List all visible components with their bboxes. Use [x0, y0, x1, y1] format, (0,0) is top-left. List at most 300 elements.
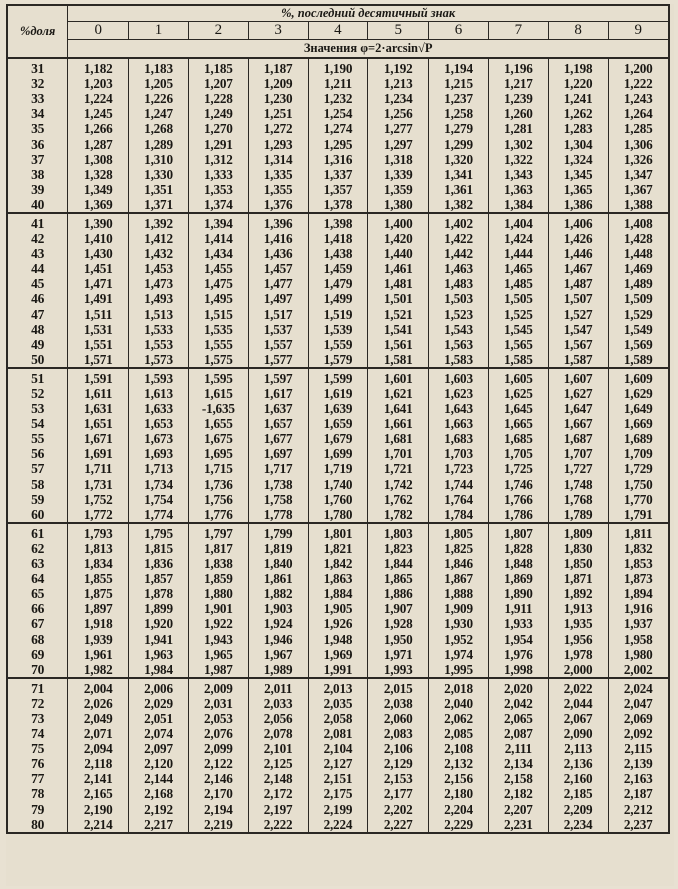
- table-row: [7, 786, 669, 801]
- value-cell: 1,643: [429, 401, 489, 416]
- value-cell: 1,465: [488, 261, 548, 276]
- table-row: [7, 431, 669, 446]
- value-cell: 2,182: [488, 786, 548, 801]
- value-cell: 2,122: [188, 756, 248, 771]
- percent-cell: 63: [7, 556, 68, 571]
- value-cell: 1,308: [68, 152, 129, 167]
- table-row: [7, 616, 669, 631]
- value-cell: 1,736: [188, 477, 248, 492]
- value-cell: 1,821: [308, 541, 368, 556]
- value-cell: 1,941: [129, 631, 189, 646]
- value-cell: 1,631: [68, 401, 129, 416]
- percent-cell: 80: [7, 817, 68, 833]
- value-cell: 1,930: [429, 616, 489, 631]
- value-cell: 1,918: [68, 616, 129, 631]
- value-cell: 2,153: [368, 771, 429, 786]
- value-cell: 1,537: [248, 322, 308, 337]
- percent-cell: 75: [7, 741, 68, 756]
- value-cell: 2,120: [129, 756, 189, 771]
- value-cell: 2,177: [368, 786, 429, 801]
- table-row: [7, 477, 669, 492]
- value-cell: 1,823: [368, 541, 429, 556]
- value-cell: 1,935: [548, 616, 608, 631]
- value-cell: 1,369: [68, 197, 129, 213]
- value-cell: 1,339: [368, 167, 429, 182]
- percent-cell: 74: [7, 726, 68, 741]
- value-cell: 1,251: [248, 106, 308, 121]
- value-cell: 1,651: [68, 416, 129, 431]
- value-cell: 2,047: [608, 696, 669, 711]
- table-row: [7, 586, 669, 601]
- value-cell: 1,432: [129, 246, 189, 261]
- value-cell: 1,420: [368, 231, 429, 246]
- value-cell: 2,146: [188, 771, 248, 786]
- value-cell: 2,194: [188, 802, 248, 817]
- value-cell: 1,349: [68, 182, 129, 197]
- percent-cell: 51: [7, 368, 68, 386]
- value-cell: 1,840: [248, 556, 308, 571]
- value-cell: 1,721: [368, 461, 429, 476]
- table-row: [7, 711, 669, 726]
- value-cell: 2,158: [488, 771, 548, 786]
- value-cell: 1,901: [188, 601, 248, 616]
- value-cell: 1,764: [429, 492, 489, 507]
- percent-cell: 62: [7, 541, 68, 556]
- value-cell: 2,018: [429, 678, 489, 696]
- table-row: [7, 416, 669, 431]
- value-cell: 1,515: [188, 307, 248, 322]
- value-cell: 1,549: [608, 322, 669, 337]
- value-cell: 1,956: [548, 631, 608, 646]
- table-header: [7, 5, 669, 58]
- percent-cell: 37: [7, 152, 68, 167]
- value-cell: 2,207: [488, 802, 548, 817]
- value-cell: 1,750: [608, 477, 669, 492]
- value-cell: 2,187: [608, 786, 669, 801]
- value-cell: 1,440: [368, 246, 429, 261]
- value-cell: 1,497: [248, 291, 308, 306]
- value-cell: 1,995: [429, 662, 489, 678]
- percent-cell: 35: [7, 121, 68, 136]
- value-cell: 1,669: [608, 416, 669, 431]
- value-cell: 1,207: [188, 76, 248, 91]
- value-cell: 1,382: [429, 197, 489, 213]
- value-cell: 1,869: [488, 571, 548, 586]
- value-cell: 1,485: [488, 276, 548, 291]
- value-cell: 1,418: [308, 231, 368, 246]
- value-cell: 1,780: [308, 507, 368, 523]
- value-cell: 1,183: [129, 58, 189, 76]
- percent-cell: 78: [7, 786, 68, 801]
- value-cell: 1,581: [368, 352, 429, 368]
- value-cell: 1,958: [608, 631, 669, 646]
- value-cell: 1,697: [248, 446, 308, 461]
- value-cell: 2,172: [248, 786, 308, 801]
- value-cell: 1,621: [368, 386, 429, 401]
- value-cell: 1,529: [608, 307, 669, 322]
- value-cell: 1,555: [188, 337, 248, 352]
- value-cell: 2,132: [429, 756, 489, 771]
- percent-cell: 38: [7, 167, 68, 182]
- value-cell: 1,577: [248, 352, 308, 368]
- value-cell: 1,799: [248, 523, 308, 541]
- value-cell: 1,469: [608, 261, 669, 276]
- value-cell: 1,517: [248, 307, 308, 322]
- value-cell: 1,791: [608, 507, 669, 523]
- value-cell: 1,963: [129, 647, 189, 662]
- value-cell: 1,813: [68, 541, 129, 556]
- value-cell: 1,384: [488, 197, 548, 213]
- percent-cell: 79: [7, 802, 68, 817]
- value-cell: 1,571: [68, 352, 129, 368]
- value-cell: 2,209: [548, 802, 608, 817]
- value-cell: 2,106: [368, 741, 429, 756]
- value-cell: 1,609: [608, 368, 669, 386]
- value-cell: 1,748: [548, 477, 608, 492]
- value-cell: 1,228: [188, 91, 248, 106]
- value-cell: 1,467: [548, 261, 608, 276]
- value-cell: 1,196: [488, 58, 548, 76]
- value-cell: 1,911: [488, 601, 548, 616]
- value-cell: 1,613: [129, 386, 189, 401]
- table-row: [7, 386, 669, 401]
- arcsine-table: [6, 4, 670, 834]
- digit-header-6: 6: [429, 22, 489, 40]
- value-cell: 1,633: [129, 401, 189, 416]
- value-cell: 2,175: [308, 786, 368, 801]
- value-cell: 1,220: [548, 76, 608, 91]
- value-cell: 1,230: [248, 91, 308, 106]
- percent-cell: 41: [7, 213, 68, 231]
- value-cell: 1,293: [248, 136, 308, 151]
- value-cell: 1,573: [129, 352, 189, 368]
- percent-cell: 70: [7, 662, 68, 678]
- table-row: [7, 322, 669, 337]
- value-cell: 1,980: [608, 647, 669, 662]
- value-cell: 1,886: [368, 586, 429, 601]
- value-cell: 1,853: [608, 556, 669, 571]
- value-cell: 1,416: [248, 231, 308, 246]
- value-cell: 1,809: [548, 523, 608, 541]
- value-cell: 2,026: [68, 696, 129, 711]
- value-cell: 2,083: [368, 726, 429, 741]
- value-cell: 1,599: [308, 368, 368, 386]
- value-cell: 1,509: [608, 291, 669, 306]
- value-cell: 1,815: [129, 541, 189, 556]
- value-cell: 1,353: [188, 182, 248, 197]
- value-cell: 1,260: [488, 106, 548, 121]
- value-cell: 1,725: [488, 461, 548, 476]
- value-cell: 1,884: [308, 586, 368, 601]
- value-cell: 1,952: [429, 631, 489, 646]
- value-cell: 1,639: [308, 401, 368, 416]
- value-cell: 1,969: [308, 647, 368, 662]
- value-cell: 1,205: [129, 76, 189, 91]
- table-row: [7, 76, 669, 91]
- value-cell: 2,125: [248, 756, 308, 771]
- table-row: [7, 401, 669, 416]
- table-row: [7, 307, 669, 322]
- value-cell: 1,679: [308, 431, 368, 446]
- value-cell: 2,033: [248, 696, 308, 711]
- value-cell: 1,495: [188, 291, 248, 306]
- value-cell: 1,667: [548, 416, 608, 431]
- value-cell: 1,483: [429, 276, 489, 291]
- value-cell: 1,948: [308, 631, 368, 646]
- value-cell: 1,703: [429, 446, 489, 461]
- value-cell: 2,141: [68, 771, 129, 786]
- value-cell: 1,312: [188, 152, 248, 167]
- value-cell: 1,291: [188, 136, 248, 151]
- value-cell: 1,254: [308, 106, 368, 121]
- value-cell: 1,359: [368, 182, 429, 197]
- value-cell: 1,984: [129, 662, 189, 678]
- value-cell: 1,400: [368, 213, 429, 231]
- table-row: [7, 556, 669, 571]
- value-cell: 1,481: [368, 276, 429, 291]
- value-cell: 1,361: [429, 182, 489, 197]
- value-cell: 2,006: [129, 678, 189, 696]
- value-cell: 2,237: [608, 817, 669, 833]
- value-cell: 1,760: [308, 492, 368, 507]
- value-cell: 2,087: [488, 726, 548, 741]
- value-cell: 2,020: [488, 678, 548, 696]
- value-cell: 1,734: [129, 477, 189, 492]
- value-cell: 2,053: [188, 711, 248, 726]
- value-cell: 1,801: [308, 523, 368, 541]
- value-cell: 1,513: [129, 307, 189, 322]
- value-cell: 1,446: [548, 246, 608, 261]
- value-cell: 1,567: [548, 337, 608, 352]
- value-cell: 1,217: [488, 76, 548, 91]
- value-cell: 1,343: [488, 167, 548, 182]
- value-cell: 1,318: [368, 152, 429, 167]
- value-cell: 1,789: [548, 507, 608, 523]
- value-cell: 2,074: [129, 726, 189, 741]
- value-cell: 1,846: [429, 556, 489, 571]
- value-cell: 1,685: [488, 431, 548, 446]
- value-cell: 1,857: [129, 571, 189, 586]
- value-cell: 1,920: [129, 616, 189, 631]
- value-cell: 1,899: [129, 601, 189, 616]
- value-cell: 1,412: [129, 231, 189, 246]
- value-cell: 1,503: [429, 291, 489, 306]
- percent-cell: 43: [7, 246, 68, 261]
- value-cell: 2,065: [488, 711, 548, 726]
- value-cell: 1,693: [129, 446, 189, 461]
- value-cell: 1,587: [548, 352, 608, 368]
- value-cell: 1,396: [248, 213, 308, 231]
- value-cell: 2,165: [68, 786, 129, 801]
- value-cell: 2,197: [248, 802, 308, 817]
- value-cell: 1,322: [488, 152, 548, 167]
- value-cell: 1,457: [248, 261, 308, 276]
- value-cell: 1,671: [68, 431, 129, 446]
- value-cell: 1,226: [129, 91, 189, 106]
- value-cell: 1,699: [308, 446, 368, 461]
- value-cell: 2,219: [188, 817, 248, 833]
- value-cell: 2,085: [429, 726, 489, 741]
- value-cell: 2,035: [308, 696, 368, 711]
- value-cell: 1,629: [608, 386, 669, 401]
- value-cell: 1,811: [608, 523, 669, 541]
- value-cell: 1,563: [429, 337, 489, 352]
- value-cell: 1,243: [608, 91, 669, 106]
- value-cell: 1,585: [488, 352, 548, 368]
- percent-cell: 60: [7, 507, 68, 523]
- value-cell: 2,136: [548, 756, 608, 771]
- value-cell: 1,461: [368, 261, 429, 276]
- percent-cell: 49: [7, 337, 68, 352]
- value-cell: 1,828: [488, 541, 548, 556]
- digit-header-3: 3: [248, 22, 308, 40]
- value-cell: 2,067: [548, 711, 608, 726]
- value-cell: 1,937: [608, 616, 669, 631]
- percent-cell: 33: [7, 91, 68, 106]
- value-cell: 1,398: [308, 213, 368, 231]
- value-cell: 1,867: [429, 571, 489, 586]
- percent-cell: 54: [7, 416, 68, 431]
- value-cell: 1,987: [188, 662, 248, 678]
- value-cell: 2,049: [68, 711, 129, 726]
- table-row: [7, 696, 669, 711]
- value-cell: 1,234: [368, 91, 429, 106]
- value-cell: 2,139: [608, 756, 669, 771]
- value-cell: 1,905: [308, 601, 368, 616]
- value-cell: 1,746: [488, 477, 548, 492]
- value-cell: 2,160: [548, 771, 608, 786]
- value-cell: 1,993: [368, 662, 429, 678]
- value-cell: 1,715: [188, 461, 248, 476]
- value-cell: 1,410: [68, 231, 129, 246]
- value-cell: 1,277: [368, 121, 429, 136]
- percent-cell: 46: [7, 291, 68, 306]
- table-body: [7, 58, 669, 833]
- table-row: [7, 756, 669, 771]
- value-cell: 1,430: [68, 246, 129, 261]
- value-cell: 1,438: [308, 246, 368, 261]
- value-cell: 2,108: [429, 741, 489, 756]
- value-cell: 1,756: [188, 492, 248, 507]
- value-cell: 1,766: [488, 492, 548, 507]
- value-cell: 2,051: [129, 711, 189, 726]
- value-cell: 2,168: [129, 786, 189, 801]
- value-cell: 1,326: [608, 152, 669, 167]
- table-row: [7, 136, 669, 151]
- value-cell: 1,444: [488, 246, 548, 261]
- value-cell: 1,738: [248, 477, 308, 492]
- formula-label: Значения φ=2·arcsin√P: [68, 40, 669, 59]
- value-cell: 1,842: [308, 556, 368, 571]
- value-cell: 1,909: [429, 601, 489, 616]
- table-row: [7, 647, 669, 662]
- value-cell: 2,113: [548, 741, 608, 756]
- value-cell: 1,805: [429, 523, 489, 541]
- value-cell: 1,192: [368, 58, 429, 76]
- value-cell: 1,772: [68, 507, 129, 523]
- value-cell: 2,092: [608, 726, 669, 741]
- value-cell: 1,380: [368, 197, 429, 213]
- value-cell: 1,487: [548, 276, 608, 291]
- table-row: [7, 802, 669, 817]
- value-cell: 1,727: [548, 461, 608, 476]
- value-cell: 1,392: [129, 213, 189, 231]
- percent-cell: 71: [7, 678, 68, 696]
- value-cell: 2,156: [429, 771, 489, 786]
- value-cell: 1,302: [488, 136, 548, 151]
- value-cell: 1,907: [368, 601, 429, 616]
- value-cell: 1,341: [429, 167, 489, 182]
- value-cell: 1,752: [68, 492, 129, 507]
- value-cell: 1,605: [488, 368, 548, 386]
- percent-cell: 50: [7, 352, 68, 368]
- value-cell: 1,559: [308, 337, 368, 352]
- value-cell: 1,744: [429, 477, 489, 492]
- value-cell: 1,371: [129, 197, 189, 213]
- value-cell: 1,591: [68, 368, 129, 386]
- percent-cell: 55: [7, 431, 68, 446]
- percent-cell: 59: [7, 492, 68, 507]
- value-cell: 1,701: [368, 446, 429, 461]
- table-row: [7, 197, 669, 213]
- value-cell: 2,229: [429, 817, 489, 833]
- percent-cell: 40: [7, 197, 68, 213]
- percent-cell: 76: [7, 756, 68, 771]
- value-cell: 1,345: [548, 167, 608, 182]
- value-cell: 1,249: [188, 106, 248, 121]
- value-cell: 1,283: [548, 121, 608, 136]
- table-row: [7, 507, 669, 523]
- value-cell: 2,231: [488, 817, 548, 833]
- value-cell: 1,673: [129, 431, 189, 446]
- value-cell: 1,335: [248, 167, 308, 182]
- value-cell: 1,475: [188, 276, 248, 291]
- value-cell: 1,844: [368, 556, 429, 571]
- percent-cell: 39: [7, 182, 68, 197]
- value-cell: 1,237: [429, 91, 489, 106]
- value-cell: 1,705: [488, 446, 548, 461]
- value-cell: 1,615: [188, 386, 248, 401]
- value-cell: 2,009: [188, 678, 248, 696]
- value-cell: 2,199: [308, 802, 368, 817]
- percent-cell: 61: [7, 523, 68, 541]
- value-cell: 1,533: [129, 322, 189, 337]
- value-cell: 1,422: [429, 231, 489, 246]
- value-cell: 2,190: [68, 802, 129, 817]
- percent-cell: 48: [7, 322, 68, 337]
- value-cell: 1,589: [608, 352, 669, 368]
- table-row: [7, 231, 669, 246]
- value-cell: 1,797: [188, 523, 248, 541]
- value-cell: 1,593: [129, 368, 189, 386]
- value-cell: 1,414: [188, 231, 248, 246]
- percent-cell: 57: [7, 461, 68, 476]
- value-cell: 1,689: [608, 431, 669, 446]
- table-row: [7, 276, 669, 291]
- value-cell: 1,836: [129, 556, 189, 571]
- value-cell: 1,569: [608, 337, 669, 352]
- value-cell: 1,477: [248, 276, 308, 291]
- value-cell: 1,247: [129, 106, 189, 121]
- value-cell: 2,069: [608, 711, 669, 726]
- value-cell: 1,525: [488, 307, 548, 322]
- value-cell: 2,227: [368, 817, 429, 833]
- value-cell: 2,192: [129, 802, 189, 817]
- value-cell: 2,031: [188, 696, 248, 711]
- value-cell: 1,659: [308, 416, 368, 431]
- digit-header-2: 2: [188, 22, 248, 40]
- value-cell: 1,337: [308, 167, 368, 182]
